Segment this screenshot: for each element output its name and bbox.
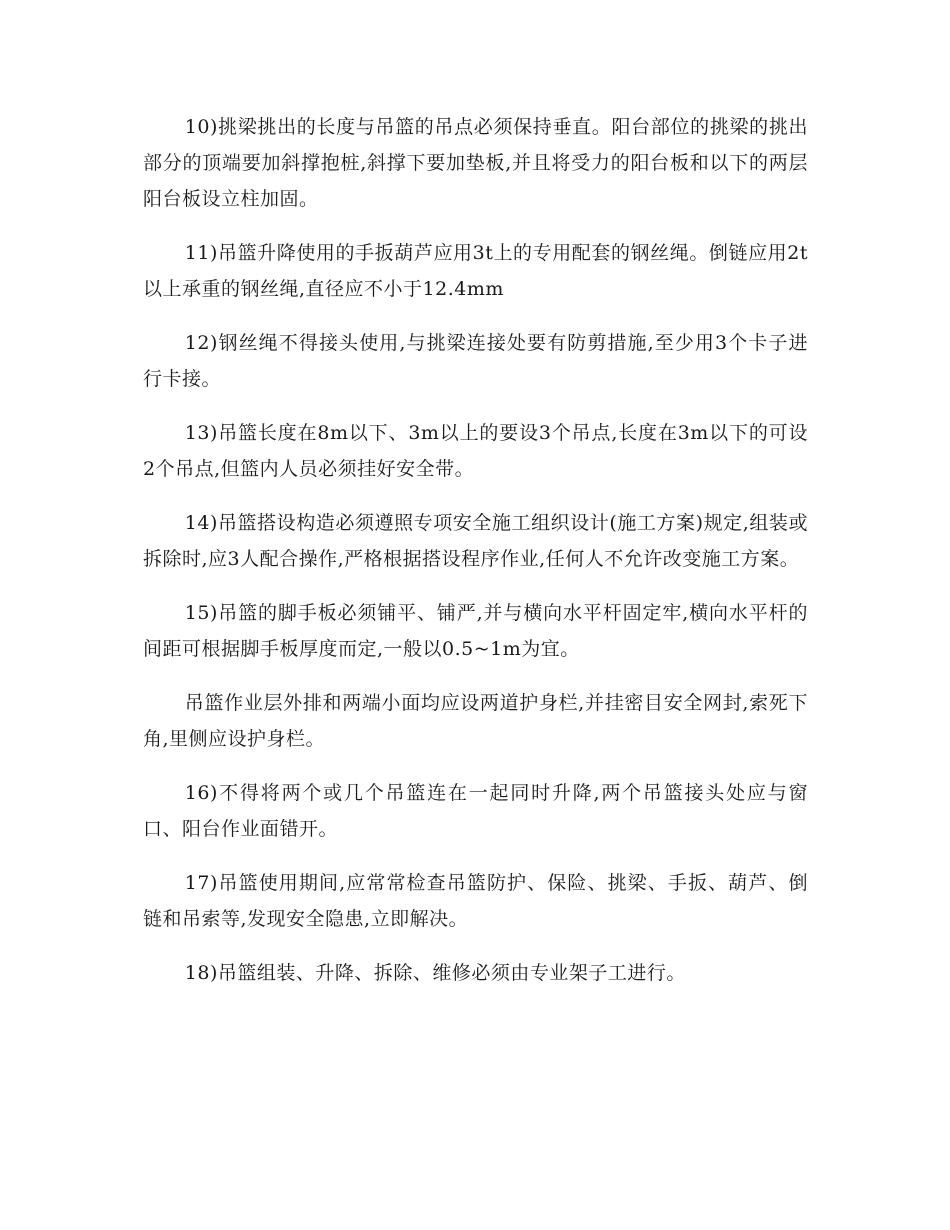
paragraph-item-18: 18)吊篮组装、升降、拆除、维修必须由专业架子工进行。 (184, 962, 686, 984)
paragraph-item-17: 17)吊篮使用期间,应常常检查吊篮防护、保险、挑梁、手扳、葫芦、倒链和吊索等,发现安全隐患,立即解决。 (143, 872, 808, 930)
paragraph-item-15: 15)吊篮的脚手板必须铺平、铺严,并与横向水平杆固定牢,横向水平杆的间距可根据脚手板厚度而定,一般以0.5~1m为宜。 (143, 602, 808, 660)
paragraph-item-14: 14)吊篮搭设构造必须遵照专项安全施工组织设计(施工方案)规定,组装或拆除时,应3人配合操作,严格根据搭设程序作业,任何人不允许改变施工方案。 (143, 512, 808, 570)
paragraph-item-13: 13)吊篮长度在8m以下、3m以上的要设3个吊点,长度在3m以下的可设2个吊点,但篮内人员必须挂好安全带。 (143, 422, 808, 480)
paragraph-item-10: 10)挑梁挑出的长度与吊篮的吊点必须保持垂直。阳台部位的挑梁的挑出部分的顶端要加斜撑抱桩,斜撑下要加垫板,并且将受力的阳台板和以下的两层阳台板设立柱加固。 (143, 116, 808, 210)
paragraph-item-12: 12)钢丝绳不得接头使用,与挑梁连接处要有防剪措施,至少用3个卡子进行卡接。 (143, 332, 808, 390)
document-body (143, 109, 808, 1009)
paragraph-item-11: 11)吊篮升降使用的手扳葫芦应用3t上的专用配套的钢丝绳。倒链应用2t以上承重的钢丝绳,直径应不小于12.4mm (143, 242, 808, 300)
paragraph-item-16: 16)不得将两个或几个吊篮连在一起同时升降,两个吊篮接头处应与窗口、阳台作业面错开。 (143, 782, 808, 840)
paragraph-guardrail-note: 吊篮作业层外排和两端小面均应设两道护身栏,并挂密目安全网封,索死下角,里侧应设护身栏。 (143, 692, 808, 750)
